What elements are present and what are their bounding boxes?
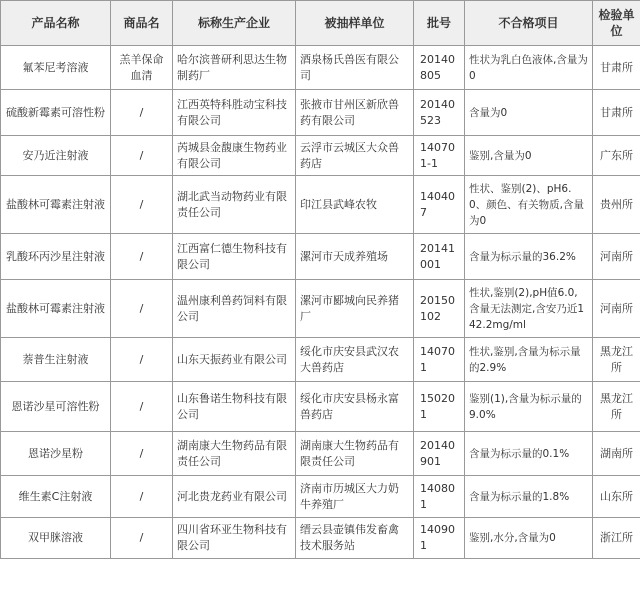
cell-trade-name: 羔羊保命血清 [111, 46, 173, 90]
cell-sampled-unit: 湖南康大生物药品有限责任公司 [296, 432, 414, 476]
cell-failed-items: 含量为标示量的1.8% [465, 476, 593, 518]
cell-failed-items: 性状为乳白色液体,含量为0 [465, 46, 593, 90]
table-row [1, 280, 640, 338]
cell-failed-items: 鉴别,水分,含量为0 [465, 518, 593, 559]
cell-sampled-unit: 张掖市甘州区新欣兽药有限公司 [296, 90, 414, 136]
cell-product-name: 安乃近注射液 [1, 136, 111, 176]
cell-product-name: 恩诺沙星可溶性粉 [1, 382, 111, 432]
cell-failed-items: 含量为0 [465, 90, 593, 136]
cell-sampled-unit: 绥化市庆安县杨永富兽药店 [296, 382, 414, 432]
cell-inspection-unit: 浙江所 [593, 518, 640, 559]
table-row [1, 136, 640, 176]
table-row [1, 382, 640, 432]
cell-trade-name: / [111, 176, 173, 234]
cell-inspection-unit: 甘肃所 [593, 46, 640, 90]
cell-batch-number: 20140901 [414, 432, 465, 476]
cell-inspection-unit: 山东所 [593, 476, 640, 518]
cell-manufacturer: 芮城县金馥康生物药业有限公司 [173, 136, 296, 176]
cell-trade-name: / [111, 476, 173, 518]
cell-inspection-unit: 广东所 [593, 136, 640, 176]
table-row [1, 518, 640, 559]
cell-product-name: 萘普生注射液 [1, 338, 111, 382]
cell-sampled-unit: 绥化市庆安县武汉农大兽药店 [296, 338, 414, 382]
cell-failed-items: 性状,鉴别,含量为标示量的2.9% [465, 338, 593, 382]
cell-sampled-unit: 漯河市天成养殖场 [296, 234, 414, 280]
header-manufacturer: 标称生产企业 [173, 1, 296, 46]
cell-failed-items: 性状、鉴别(2)、pH6.0、颜色、有关物质,含量为0 [465, 176, 593, 234]
cell-manufacturer: 河北贵龙药业有限公司 [173, 476, 296, 518]
cell-manufacturer: 湖南康大生物药品有限责任公司 [173, 432, 296, 476]
header-batch-number: 批号 [414, 1, 465, 46]
table-row [1, 46, 640, 90]
table-row [1, 432, 640, 476]
cell-trade-name: / [111, 90, 173, 136]
cell-product-name: 硫酸新霉素可溶性粉 [1, 90, 111, 136]
cell-inspection-unit: 甘肃所 [593, 90, 640, 136]
cell-manufacturer: 江西英特科胜动宝科技有限公司 [173, 90, 296, 136]
cell-failed-items: 鉴别(1),含量为标示量的9.0% [465, 382, 593, 432]
cell-sampled-unit: 漯河市郾城向民养猪厂 [296, 280, 414, 338]
header-row [1, 1, 640, 46]
cell-inspection-unit: 黑龙江所 [593, 382, 640, 432]
cell-sampled-unit: 缙云县壶镇伟发畜禽技术服务站 [296, 518, 414, 559]
cell-trade-name: / [111, 136, 173, 176]
cell-failed-items: 含量为标示量的0.1% [465, 432, 593, 476]
cell-trade-name: / [111, 338, 173, 382]
cell-trade-name: / [111, 382, 173, 432]
cell-product-name: 维生素C注射液 [1, 476, 111, 518]
cell-trade-name: / [111, 280, 173, 338]
cell-inspection-unit: 湖南所 [593, 432, 640, 476]
cell-product-name: 盐酸林可霉素注射液 [1, 280, 111, 338]
cell-manufacturer: 四川省环亚生物科技有限公司 [173, 518, 296, 559]
cell-batch-number: 140701-1 [414, 136, 465, 176]
table-row [1, 338, 640, 382]
cell-manufacturer: 山东鲁诺生物科技有限公司 [173, 382, 296, 432]
cell-sampled-unit: 云浮市云城区大众兽药店 [296, 136, 414, 176]
cell-inspection-unit: 河南所 [593, 234, 640, 280]
cell-trade-name: / [111, 518, 173, 559]
cell-batch-number: 140801 [414, 476, 465, 518]
table-row [1, 176, 640, 234]
cell-inspection-unit: 河南所 [593, 280, 640, 338]
cell-batch-number: 150201 [414, 382, 465, 432]
cell-trade-name: / [111, 432, 173, 476]
cell-manufacturer: 江西富仁德生物科技有限公司 [173, 234, 296, 280]
cell-sampled-unit: 印江县武峰农牧 [296, 176, 414, 234]
cell-product-name: 氟苯尼考溶液 [1, 46, 111, 90]
cell-batch-number: 140901 [414, 518, 465, 559]
cell-batch-number: 20140805 [414, 46, 465, 90]
cell-manufacturer: 山东天振药业有限公司 [173, 338, 296, 382]
cell-product-name: 盐酸林可霉素注射液 [1, 176, 111, 234]
cell-manufacturer: 哈尔滨普研利思达生物制药厂 [173, 46, 296, 90]
cell-batch-number: 20141001 [414, 234, 465, 280]
cell-manufacturer: 温州康利兽药饲料有限公司 [173, 280, 296, 338]
cell-failed-items: 性状,鉴别(2),pH值6.0,含量无法测定,含安乃近142.2mg/ml [465, 280, 593, 338]
table-row [1, 90, 640, 136]
cell-batch-number: 20140523 [414, 90, 465, 136]
cell-product-name: 乳酸环丙沙星注射液 [1, 234, 111, 280]
cell-failed-items: 含量为标示量的36.2% [465, 234, 593, 280]
header-sampled-unit: 被抽样单位 [296, 1, 414, 46]
cell-manufacturer: 湖北武当动物药业有限责任公司 [173, 176, 296, 234]
cell-batch-number: 140701 [414, 338, 465, 382]
header-failed-items: 不合格项目 [465, 1, 593, 46]
table-row [1, 234, 640, 280]
cell-failed-items: 鉴别,含量为0 [465, 136, 593, 176]
cell-product-name: 双甲脒溶液 [1, 518, 111, 559]
cell-sampled-unit: 酒泉杨氏兽医有限公司 [296, 46, 414, 90]
header-inspection-unit: 检验单位 [593, 1, 640, 46]
header-trade-name: 商品名 [111, 1, 173, 46]
cell-inspection-unit: 贵州所 [593, 176, 640, 234]
cell-batch-number: 20150102 [414, 280, 465, 338]
cell-batch-number: 140407 [414, 176, 465, 234]
header-product-name: 产品名称 [1, 1, 111, 46]
cell-sampled-unit: 济南市历城区大力奶牛养殖厂 [296, 476, 414, 518]
table-row [1, 476, 640, 518]
cell-inspection-unit: 黑龙江所 [593, 338, 640, 382]
cell-trade-name: / [111, 234, 173, 280]
cell-product-name: 恩诺沙星粉 [1, 432, 111, 476]
